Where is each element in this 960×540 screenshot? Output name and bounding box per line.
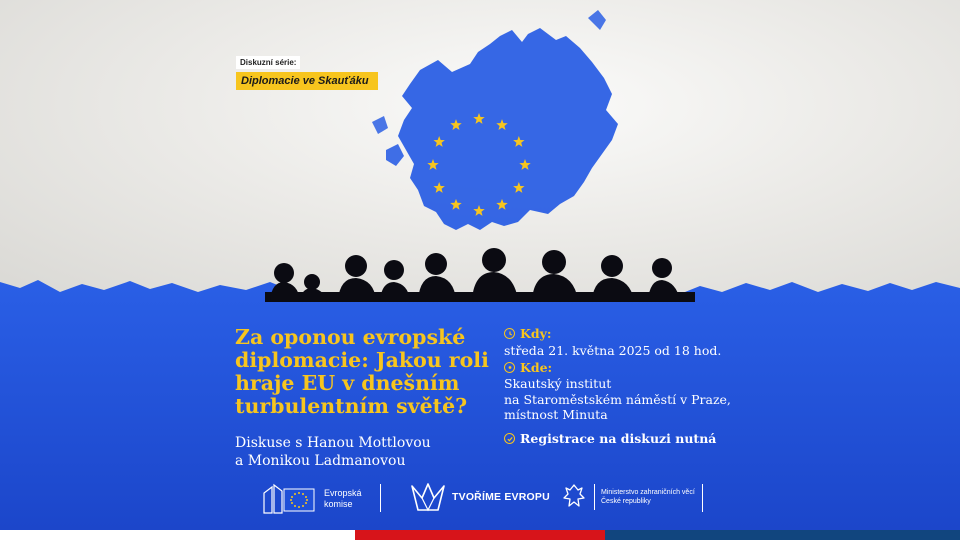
event-subtitle xyxy=(235,434,495,470)
event-subtitle-line: Diskuse s Hanou Mottlovou xyxy=(235,435,431,451)
where-line: na Staroměstském náměstí v Praze, xyxy=(504,391,731,407)
ec-label-line: komise xyxy=(324,499,353,509)
series-label xyxy=(236,50,378,90)
when-value: středa 21. května 2025 od 18 hod. xyxy=(504,343,722,358)
where-line: místnost Minuta xyxy=(504,407,608,422)
eu-star-icon xyxy=(513,182,524,193)
partner-logos xyxy=(262,480,722,520)
eu-star-icon xyxy=(473,205,484,216)
logo-divider xyxy=(380,484,381,512)
ec-label-line: Evropská xyxy=(324,488,362,498)
event-subtitle-line: a Monikou Ladmanovou xyxy=(235,453,406,469)
eu-star-icon xyxy=(450,199,461,210)
stripe-blue xyxy=(605,530,960,540)
registration-text: Registrace na diskuzi nutná xyxy=(520,431,717,446)
tvorime-evropu-logo xyxy=(410,482,550,512)
mzv-label-line: Ministerstvo zahraničních věcí xyxy=(601,489,695,496)
series-name: Diplomacie ve Skauťáku xyxy=(236,72,378,90)
eu-star-icon xyxy=(496,199,507,210)
ec-label xyxy=(324,488,362,510)
eu-star-icon xyxy=(519,159,530,170)
where-value xyxy=(504,376,731,423)
eu-star-icon xyxy=(513,136,524,147)
mzv-logo xyxy=(560,482,695,512)
eu-star-icon xyxy=(473,113,484,124)
eu-star-icon xyxy=(496,119,507,130)
event-title xyxy=(235,326,495,418)
eu-star-icon xyxy=(433,136,444,147)
stripe-red xyxy=(355,530,605,540)
mzv-label xyxy=(601,488,695,506)
event-title-line: turbulentním světě? xyxy=(235,394,468,418)
logo-divider-end xyxy=(702,484,703,512)
location-pin-icon xyxy=(504,362,515,373)
tvorime-crown-icon xyxy=(410,482,446,512)
series-kicker: Diskuzní série: xyxy=(236,56,300,69)
mzv-label-line: České republiky xyxy=(601,498,651,505)
eu-star-icon xyxy=(433,182,444,193)
event-title-line: hraje EU v dnešním xyxy=(235,371,460,395)
mzv-divider xyxy=(594,484,595,510)
where-label-text: Kde: xyxy=(520,360,553,375)
eu-star-icon xyxy=(427,159,438,170)
when-label-text: Kdy: xyxy=(520,326,552,341)
event-title-line: Za oponou evropské xyxy=(235,325,466,349)
check-circle-icon xyxy=(504,433,515,444)
eu-star-icon xyxy=(450,119,461,130)
event-title-line: diplomacie: Jakou roli xyxy=(235,348,489,372)
when-label xyxy=(504,326,551,341)
czech-lion-icon xyxy=(560,482,588,512)
registration-note xyxy=(504,431,716,446)
where-label xyxy=(504,360,552,375)
tvorime-label: TVOŘÍME EVROPU xyxy=(452,491,550,503)
where-line: Skautský institut xyxy=(504,376,612,391)
european-commission-logo xyxy=(262,483,362,515)
ec-building-flag-icon xyxy=(262,483,316,515)
stripe-white xyxy=(0,530,355,540)
clock-icon xyxy=(504,328,515,339)
